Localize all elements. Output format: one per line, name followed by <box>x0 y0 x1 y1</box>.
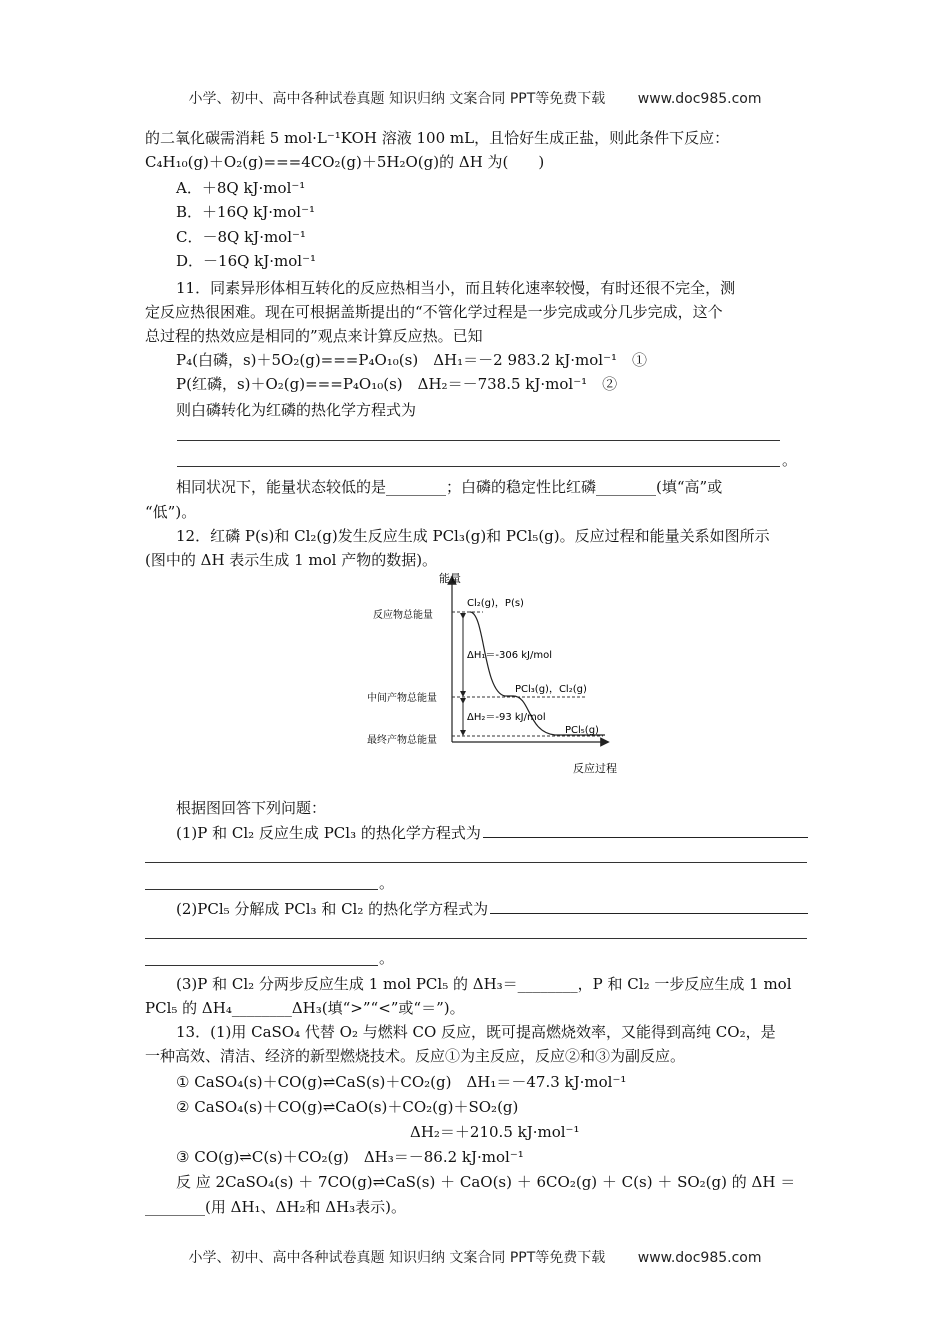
q12-part-1-end: 。 <box>379 874 395 892</box>
q12-part-2 <box>176 899 808 919</box>
page-footer <box>0 1247 950 1267</box>
answer-line[interactable] <box>177 466 780 467</box>
q12-part-3-line-1: (3)P 和 Cl₂ 分两步反应生成 1 mol PCl₅ 的 ΔH₃＝________，P 和 Cl₂ 一步反应生成 1 mol <box>176 975 792 993</box>
y-axis-label: 能量 <box>439 572 461 585</box>
q11-line-2: 定反应热很困难。现在可根据盖斯提出的“不管化学过程是一步完成或分几步完成，这个 <box>145 303 723 321</box>
q11-line-a: 相同状况下，能量状态较低的是________；白磷的稳定性比红磷________(填“高”或 <box>176 478 723 496</box>
q11-line-b: “低”)。 <box>145 503 197 521</box>
q13-final-line-1: 反 应 2CaSO₄(s) ＋ 7CO(g)⇌CaS(s) ＋ CaO(s) ＋ 6CO₂(g) ＋ C(s) ＋ SO₂(g) 的 ΔH ＝ <box>176 1173 796 1191</box>
q13-line-2: 一种高效、清洁、经济的新型燃烧技术。反应①为主反应，反应②和③为副反应。 <box>145 1047 686 1065</box>
q10-option-c: C．－8Q kJ·mol⁻¹ <box>176 228 306 246</box>
answer-line[interactable] <box>145 965 378 966</box>
q11-prompt: 则白磷转化为红磷的热化学方程式为 <box>176 401 417 419</box>
answer-blank[interactable] <box>483 823 808 838</box>
answer-line[interactable] <box>177 440 780 441</box>
dh1-label: ΔH₁＝-306 kJ/mol <box>467 650 552 661</box>
q12-part-3-line-2: PCl₅ 的 ΔH₄________ΔH₃(填“>”“<”或“＝”)。 <box>145 999 465 1017</box>
species-intermediate: PCl₃(g)，Cl₂(g) <box>515 684 587 695</box>
q13-reaction-3: ③ CO(g)⇌C(s)＋CO₂(g) ΔH₃＝－86.2 kJ·mol⁻¹ <box>176 1148 524 1166</box>
dh2-label: ΔH₂＝-93 kJ/mol <box>467 712 546 723</box>
footer-site-link[interactable]: www.doc985.com <box>637 1250 762 1266</box>
species-reactants: Cl₂(g)，P(s) <box>467 598 524 609</box>
q12-part-1 <box>176 823 808 843</box>
header-site-link[interactable]: www.doc985.com <box>637 91 762 107</box>
answer-line[interactable] <box>145 862 807 863</box>
q11-line-1: 11．同素异形体相互转化的反应热相当小，而且转化速率较慢，有时还很不完全，测 <box>176 279 736 297</box>
species-product: PCl₅(g) <box>565 725 599 736</box>
answer-blank[interactable] <box>490 899 808 914</box>
q12-part-2-text: (2)PCl₅ 分解成 PCl₃ 和 Cl₂ 的热化学方程式为 <box>176 900 489 918</box>
q13-final-line-2: ________(用 ΔH₁、ΔH₂和 ΔH₃表示)。 <box>145 1198 407 1216</box>
q11-end-mark: 。 <box>782 451 798 469</box>
level-intermediate-label: 中间产物总能量 <box>367 693 437 704</box>
q11-equation-1: P₄(白磷，s)＋5O₂(g)===P₄O₁₀(s) ΔH₁＝－2 983.2 kJ·mol⁻¹ ① <box>176 351 648 369</box>
q10-line-2: C₄H₁₀(g)＋O₂(g)===4CO₂(g)＋5H₂O(g)的 ΔH 为( ) <box>145 153 545 171</box>
q10-option-b: B．＋16Q kJ·mol⁻¹ <box>176 203 316 221</box>
q12-part-2-end: 。 <box>379 949 395 967</box>
q12-part-1-text: (1)P 和 Cl₂ 反应生成 PCl₃ 的热化学方程式为 <box>176 824 481 842</box>
level-product-label: 最终产物总能量 <box>367 735 437 746</box>
q13-reaction-2: ② CaSO₄(s)＋CO(g)⇌CaO(s)＋CO₂(g)＋SO₂(g) <box>176 1098 519 1116</box>
q13-reaction-2-dh: ΔH₂＝＋210.5 kJ·mol⁻¹ <box>410 1123 580 1141</box>
q10-option-a: A．＋8Q kJ·mol⁻¹ <box>176 179 306 197</box>
energy-diagram <box>355 570 625 780</box>
answer-line[interactable] <box>145 938 807 939</box>
x-axis-label: 反应过程 <box>573 762 617 775</box>
footer-text: 小学、初中、高中各种试卷真题 知识归纳 文案合同 PPT等免费下载 <box>188 1250 606 1266</box>
q12-intro: 根据图回答下列问题： <box>176 799 327 817</box>
q13-line-1: 13．(1)用 CaSO₄ 代替 O₂ 与燃料 CO 反应，既可提高燃烧效率，又能得到高纯 CO₂，是 <box>176 1023 776 1041</box>
q10-line-1: 的二氧化碳需消耗 5 mol·L⁻¹KOH 溶液 100 mL，且恰好生成正盐，则此条件下反应： <box>145 129 730 147</box>
level-reactant-label: 反应物总能量 <box>373 610 433 621</box>
header-text: 小学、初中、高中各种试卷真题 知识归纳 文案合同 PPT等免费下载 <box>188 91 606 107</box>
q12-line-2: (图中的 ΔH 表示生成 1 mol 产物的数据)。 <box>145 551 438 569</box>
q10-option-d: D．－16Q kJ·mol⁻¹ <box>176 252 317 270</box>
page-header <box>0 88 950 108</box>
q11-line-3: 总过程的热效应是相同的”观点来计算反应热。已知 <box>145 327 483 345</box>
q12-line-1: 12．红磷 P(s)和 Cl₂(g)发生反应生成 PCl₃(g)和 PCl₅(g)。反应过程和能量关系如图所示 <box>176 527 770 545</box>
q11-equation-2: P(红磷，s)＋O₂(g)===P₄O₁₀(s) ΔH₂＝－738.5 kJ·mol⁻¹ ② <box>176 375 618 393</box>
q13-reaction-1: ① CaSO₄(s)＋CO(g)⇌CaS(s)＋CO₂(g) ΔH₁＝－47.3 kJ·mol⁻¹ <box>176 1073 627 1091</box>
answer-line[interactable] <box>145 889 378 890</box>
